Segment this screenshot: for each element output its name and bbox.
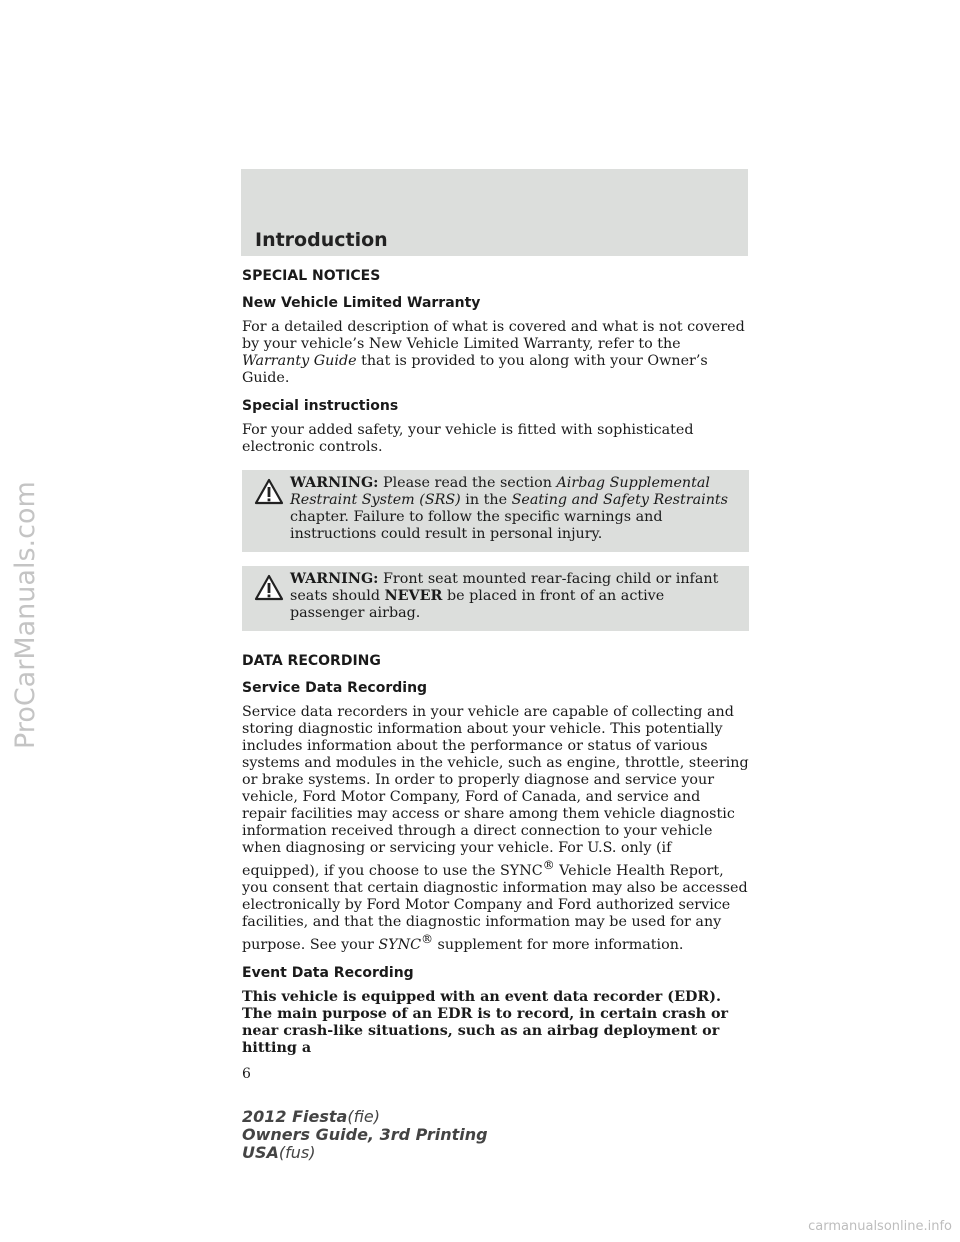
page-content bbox=[242, 268, 749, 1083]
event-data-heading: Event Data Recording bbox=[242, 964, 414, 981]
special-instructions-heading: Special instructions bbox=[242, 398, 399, 414]
special-instructions-paragraph: For your added safety, your vehicle is fitted with sophisticated electronic controls. bbox=[242, 422, 694, 455]
warning-box-airbag bbox=[242, 470, 749, 552]
data-recording-heading: DATA RECORDING bbox=[242, 653, 381, 669]
event-data-paragraph: This vehicle is equipped with an event data recorder (EDR). The main purpose of an EDR is to record, in certain crash or near crash-like situations, such as an airbag deployment or hitting a bbox=[242, 988, 729, 1056]
warranty-paragraph: For a detailed description of what is covered and what is not covered by your vehicle’s New Vehicle Limited Warranty, refer to the Warranty Guide that is provided to you along with your Owner’s Guide. bbox=[242, 319, 745, 386]
warranty-heading: New Vehicle Limited Warranty bbox=[242, 295, 481, 311]
warning-label: WARNING: bbox=[290, 571, 379, 587]
special-notices-heading: SPECIAL NOTICES bbox=[242, 268, 381, 284]
service-data-paragraph: Service data recorders in your vehicle are capable of collecting and storing diagnostic information about your vehicle. This potentially includes information about the performance or status of various systems and modules in the vehicle, such as engine, throttle, steering or brake systems. In order to properly diagnose and service your vehicle, Ford Motor Company, Ford of Canada, and service and repair facilities may access or share among them vehicle diagnostic information received through a direct connection to your vehicle when diagnosing or servicing your vehicle. For U.S. only (if equipped), if you choose to use the SYNC® Vehicle Health Report, you consent that certain diagnostic information may also be accessed electronically by Ford Motor Company and Ford authorized service facilities, and that the diagnostic information may be used for any purpose. See your SYNC® supplement for more information. bbox=[242, 704, 749, 953]
section-header-bar bbox=[241, 169, 748, 256]
warranty-guide-ref: Warranty Guide bbox=[242, 353, 357, 369]
watermark: ProCarManuals.com bbox=[10, 481, 41, 749]
warning-box-child-seat bbox=[242, 566, 749, 631]
warning-text: WARNING: Front seat mounted rear-facing child or infant seats should NEVER be placed in front of an active passenger airbag. bbox=[290, 571, 719, 621]
warning-label: WARNING: bbox=[290, 475, 379, 491]
document-footer: 2012 Fiesta(fie) Owners Guide, 3rd Printing USA(fus) bbox=[242, 1107, 488, 1162]
service-data-heading: Service Data Recording bbox=[242, 680, 428, 696]
page-number: 6 bbox=[242, 1065, 251, 1082]
warning-text: WARNING: Please read the section Airbag Supplemental Restraint System (SRS) in the Seating and Safety Restraints chapter. Failure to follow the specific warnings and instructions could result in personal injury. bbox=[290, 475, 728, 542]
site-watermark-logo: carmanualsonline.info bbox=[808, 1219, 952, 1234]
warning-triangle-icon bbox=[254, 478, 284, 505]
warning-triangle-icon bbox=[254, 574, 284, 601]
section-title: Introduction bbox=[255, 229, 388, 251]
